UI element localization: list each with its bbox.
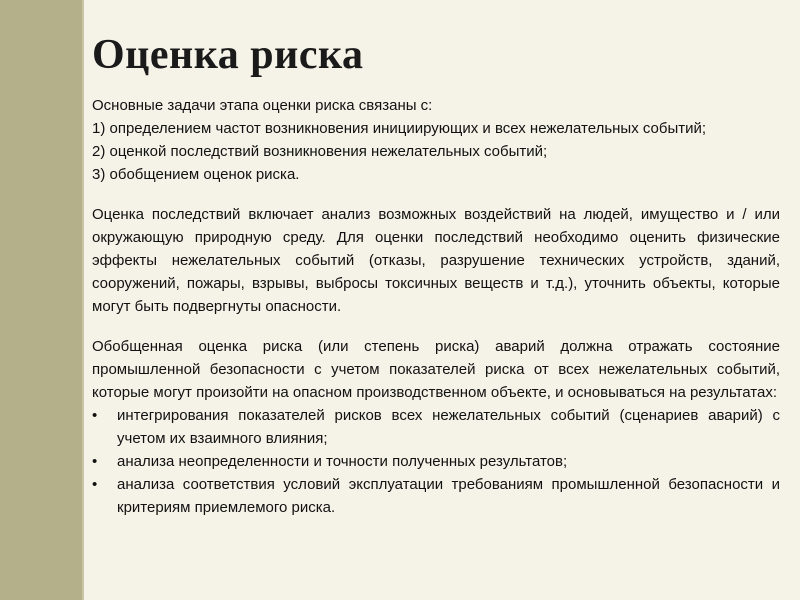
consequences-paragraph: Оценка последствий включает анализ возможных воздействий на людей, имущество и / или окружающую природную среду. Для оценки последствий необходимо оценить физические эффекты нежелательных событий (отказы, разрушение технических устройств, зданий, сооружений, пожары, взрывы, выбросы токсичных веществ и т.д.), уточнить объекты, которые могут быть подвергнуты опасности. [92, 206, 780, 315]
bullet-text: интегрирования показателей рисков всех нежелательных событий (сценариев аварий) с учетом их взаимного влияния; [117, 407, 780, 447]
bullet-dot-icon: • [92, 476, 98, 493]
bullet-item [92, 404, 780, 450]
summary-paragraph: Обобщенная оценка риска (или степень риска) аварий должна отражать состояние промышленной безопасности с учетом показателей риска от всех нежелательных событий, которые могут произойти на опасном производственном объекте, и основываться на результатах: [92, 338, 780, 401]
bullet-text: анализа неопределенности и точности полученных результатов; [117, 453, 568, 470]
slide-content [92, 30, 780, 519]
results-bullet-list [92, 404, 780, 519]
task-item-2: 2) оценкой последствий возникновения нежелательных событий; [92, 143, 548, 160]
side-decoration-bar [0, 0, 82, 600]
slide-title: Оценка риска [92, 32, 364, 78]
side-divider [82, 0, 84, 600]
task-item-1: 1) определением частот возникновения инициирующих и всех нежелательных событий; [92, 120, 707, 137]
bullet-item [92, 450, 780, 473]
tasks-intro: Основные задачи этапа оценки риска связаны с: [92, 97, 433, 114]
paragraph-gap [92, 318, 780, 335]
bullet-item [92, 473, 780, 519]
bullet-text: анализа соответствия условий эксплуатации требованиям промышленной безопасности и критериям приемлемого риска. [117, 476, 780, 516]
paragraph-gap [92, 186, 780, 203]
bullet-dot-icon: • [92, 453, 98, 470]
bullet-dot-icon: • [92, 407, 98, 424]
task-item-3: 3) обобщением оценок риска. [92, 166, 300, 183]
